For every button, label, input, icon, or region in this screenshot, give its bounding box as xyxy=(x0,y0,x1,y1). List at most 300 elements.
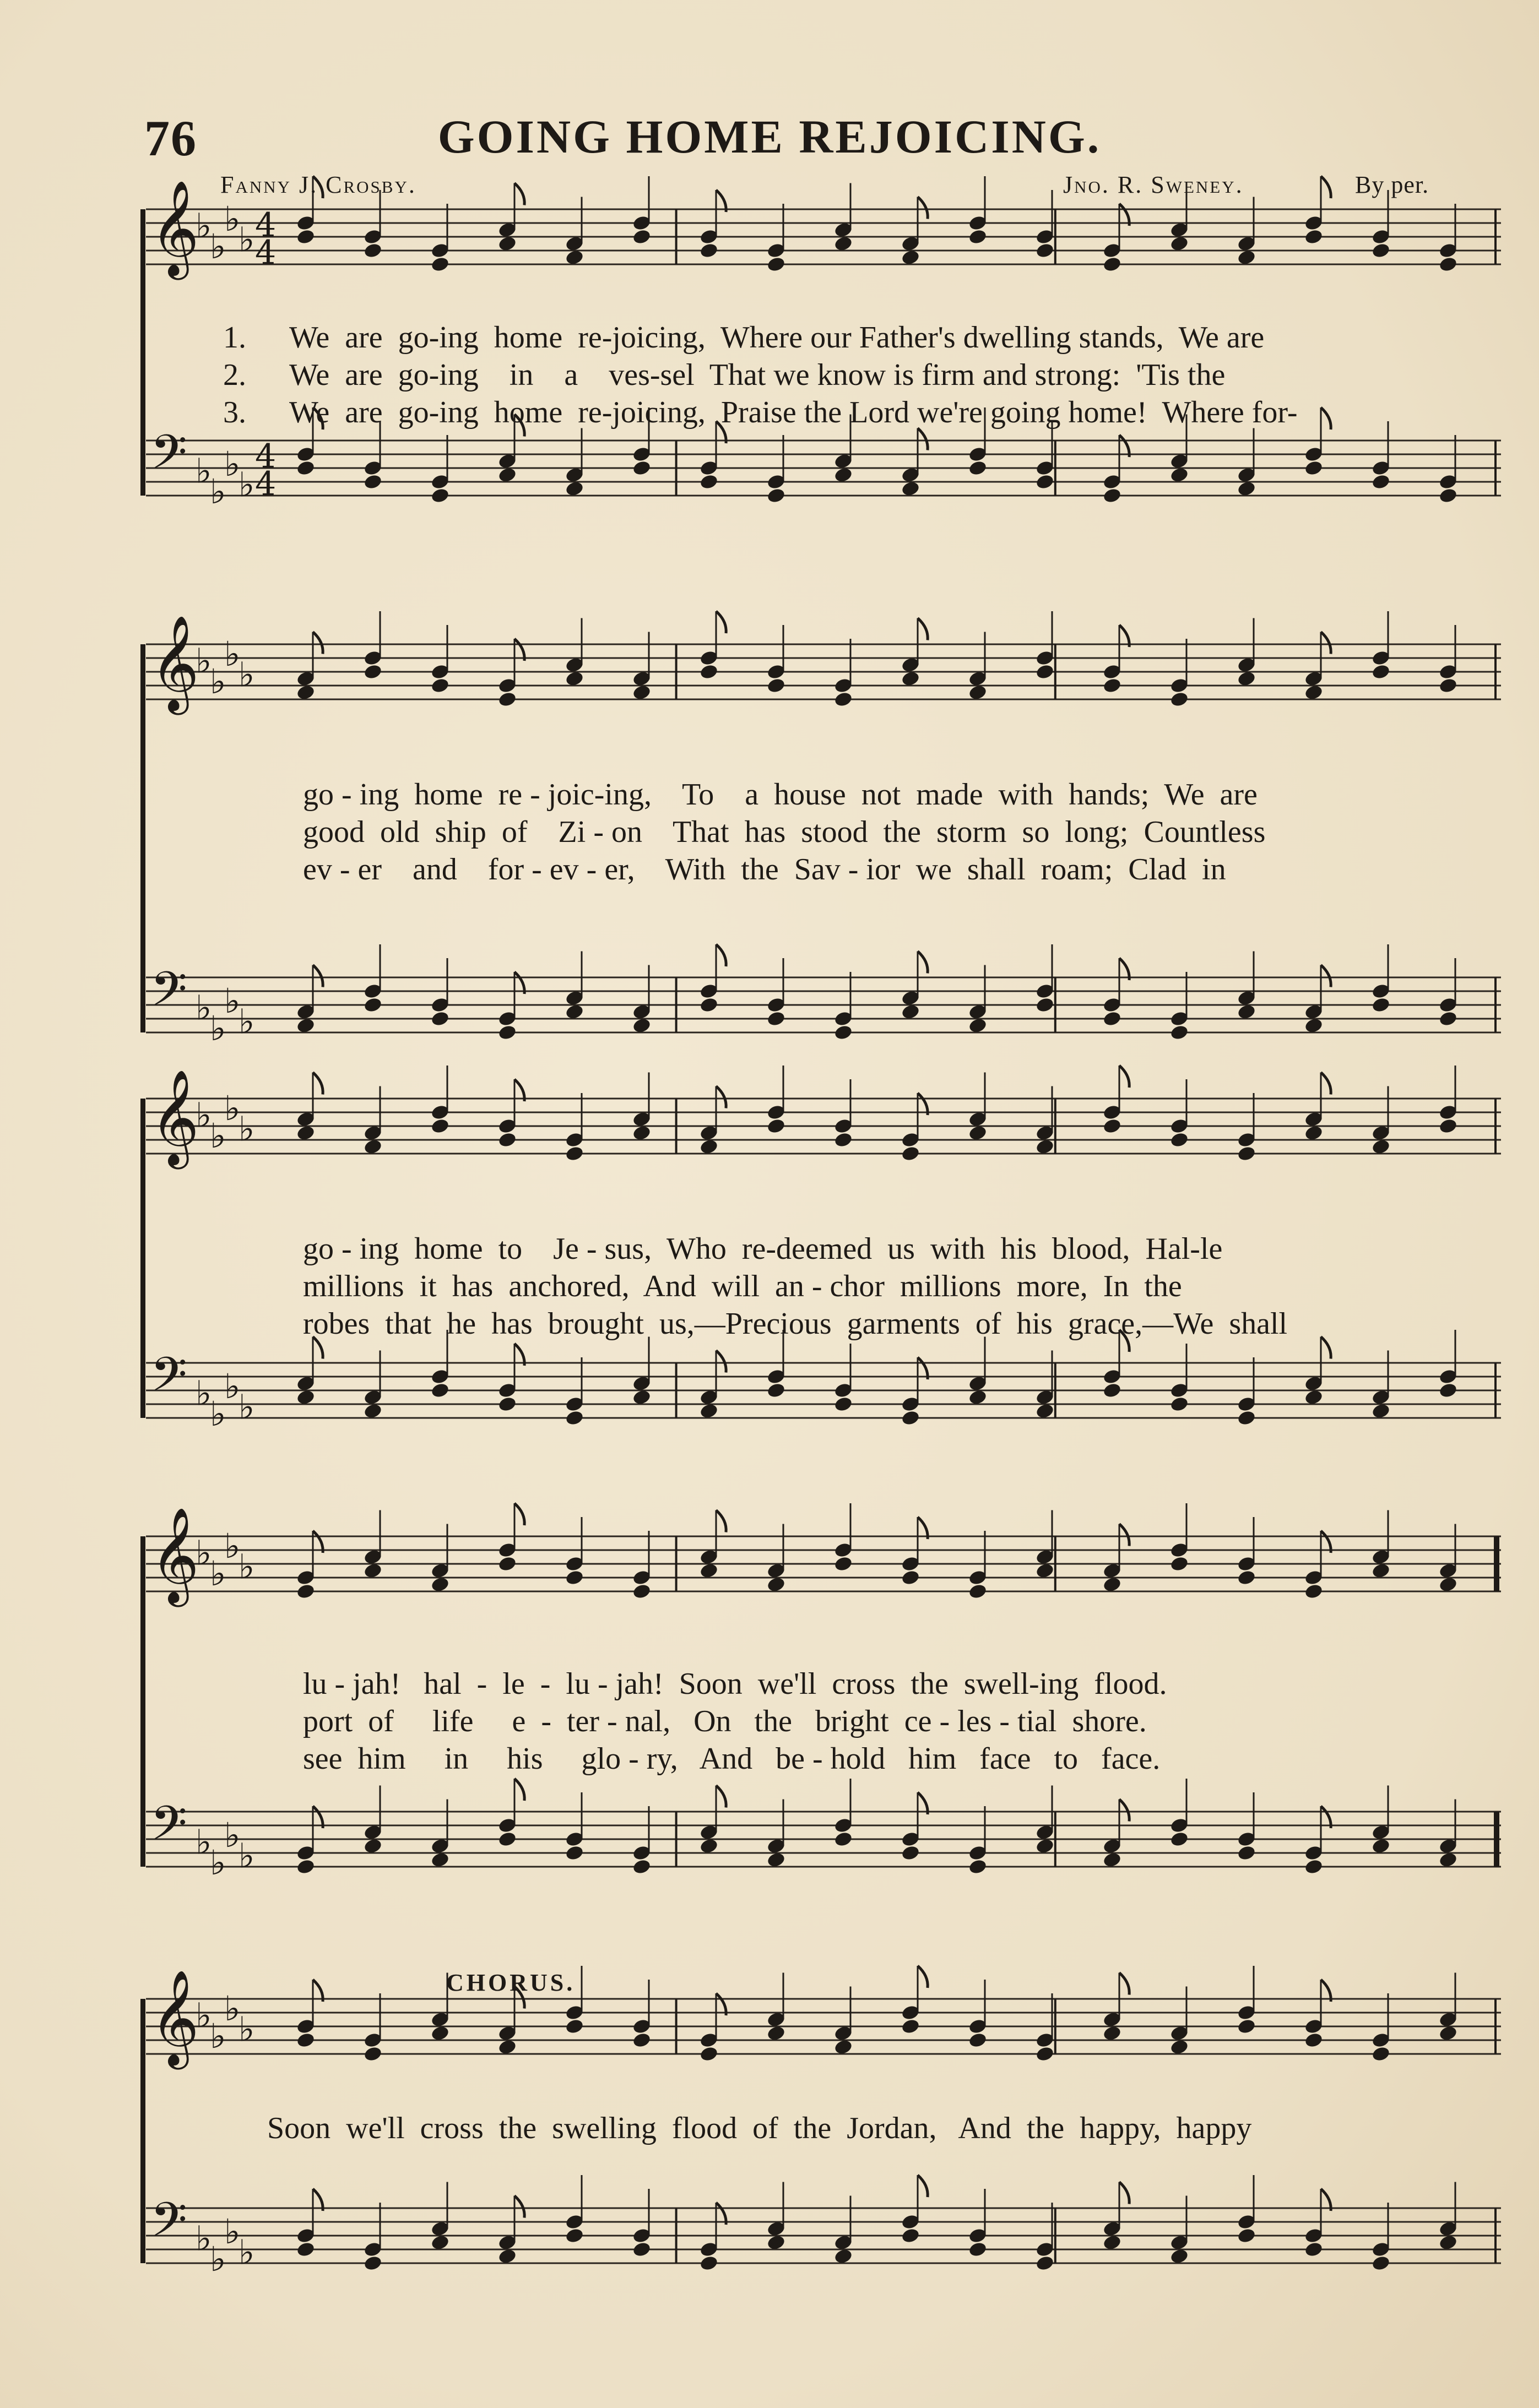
notehead xyxy=(363,1403,383,1420)
notehead xyxy=(632,1858,652,1876)
flat-sign-icon: ♭ xyxy=(239,1546,255,1587)
flat-sign-icon: ♭ xyxy=(196,1532,212,1573)
notehead xyxy=(766,677,786,694)
notehead xyxy=(766,1010,786,1028)
lyric-line-verse-3 xyxy=(223,394,1298,431)
lyric-line-verse-3 xyxy=(303,1741,1160,1777)
flat-sign-icon: ♭ xyxy=(196,1095,212,1135)
notehead xyxy=(1371,1138,1391,1155)
notehead xyxy=(565,2227,584,2244)
notehead xyxy=(1102,487,1122,504)
lyric-text: port of life e - ter - nal, On the bright ce - les - tial shore. xyxy=(303,1704,1147,1738)
notehead xyxy=(363,2255,383,2272)
note-flag xyxy=(716,1086,726,1108)
lyric-text: good old ship of Zi - on That has stood the storm so long; Countless xyxy=(303,815,1266,849)
notehead xyxy=(1035,474,1055,491)
notehead xyxy=(1035,1403,1055,1420)
notehead xyxy=(766,2025,786,2042)
note-flag xyxy=(514,1503,524,1525)
notehead xyxy=(1237,480,1256,497)
notehead xyxy=(430,1576,450,1593)
notehead xyxy=(296,460,316,477)
notehead xyxy=(1438,1382,1458,1399)
notehead xyxy=(968,1124,988,1142)
notehead xyxy=(968,684,988,701)
composer-credit: Jno. R. Sweney. xyxy=(1063,171,1244,198)
lyric-text: lu - jah! hal - le - lu - jah! Soon we'll cross the swell-ing flood. xyxy=(303,1667,1167,1701)
notehead xyxy=(296,684,316,701)
flat-sign-icon: ♭ xyxy=(239,1387,255,1427)
notehead xyxy=(1035,2046,1055,2063)
notehead xyxy=(833,466,853,483)
permission-note: By per. xyxy=(1355,171,1429,198)
notehead xyxy=(430,1851,450,1868)
notehead xyxy=(901,1003,920,1020)
verse-number: 1. xyxy=(223,320,246,355)
notehead xyxy=(632,1017,652,1034)
treble-clef-icon: 𝄞 xyxy=(150,1507,199,1603)
note-flag xyxy=(1321,632,1331,654)
lyric-line-chorus xyxy=(267,2110,1251,2146)
flat-sign-icon: ♭ xyxy=(239,2232,255,2273)
notehead xyxy=(833,2039,853,2056)
notehead xyxy=(565,249,584,266)
note-flag xyxy=(1321,407,1331,430)
lyric-text: millions it has anchored, And will an - chor millions more, In the xyxy=(303,1269,1182,1303)
notehead xyxy=(497,1132,517,1149)
notehead xyxy=(1438,1576,1458,1593)
flat-sign-icon: ♭ xyxy=(224,1088,241,1128)
notehead xyxy=(699,474,719,491)
notehead xyxy=(1102,1382,1122,1399)
notehead xyxy=(1237,670,1256,687)
note-flag xyxy=(1119,1973,1129,1995)
note-flag xyxy=(716,944,726,966)
note-flag xyxy=(918,197,928,219)
lyric-line-verse-1 xyxy=(303,1231,1222,1267)
notehead xyxy=(363,664,383,681)
flat-sign-icon: ♭ xyxy=(224,444,241,484)
flat-sign-icon: ♭ xyxy=(239,219,255,260)
flat-sign-icon: ♭ xyxy=(196,450,212,491)
flat-sign-icon: ♭ xyxy=(210,226,226,267)
time-sig-top: 4 xyxy=(255,437,277,476)
notehead xyxy=(1371,997,1391,1014)
flat-sign-icon: ♭ xyxy=(239,2009,255,2050)
notehead xyxy=(565,670,584,687)
notehead xyxy=(565,1003,584,1020)
bass-clef-icon: 𝄢 xyxy=(150,424,187,492)
notehead xyxy=(833,691,853,708)
bass-clef-icon: 𝄢 xyxy=(150,1346,187,1414)
flat-sign-icon: ♭ xyxy=(196,1373,212,1414)
flat-sign-icon: ♭ xyxy=(224,1815,241,1855)
system-brace xyxy=(140,1099,145,1418)
lyric-text: Soon we'll cross the swelling flood of the Jordan, And the happy, happy xyxy=(267,2111,1252,2145)
flat-sign-icon: ♭ xyxy=(224,2211,241,2252)
note-flag xyxy=(918,952,928,974)
notehead xyxy=(565,1569,584,1586)
notehead xyxy=(1102,1118,1122,1135)
notehead xyxy=(1169,1024,1189,1041)
notehead xyxy=(699,242,719,259)
flat-sign-icon: ♭ xyxy=(196,987,212,1028)
treble-clef-icon: 𝄞 xyxy=(150,615,199,711)
notehead xyxy=(699,664,719,681)
notehead xyxy=(1304,2241,1324,2258)
note-flag xyxy=(1321,965,1331,987)
notehead xyxy=(766,1118,786,1135)
lyric-text: go - ing home re - joic-ing, To a house not made with hands; We are xyxy=(303,778,1258,812)
note-flag xyxy=(716,611,726,633)
flat-sign-icon: ♭ xyxy=(210,2016,226,2056)
lyric-line-verse-1 xyxy=(303,776,1258,813)
flat-sign-icon: ♭ xyxy=(224,199,241,239)
notehead xyxy=(1371,664,1391,681)
chorus-label: CHORUS. xyxy=(446,1969,576,1996)
flat-sign-icon: ♭ xyxy=(239,1835,255,1876)
notehead xyxy=(833,1132,853,1149)
note-flag xyxy=(1119,2182,1129,2204)
flat-sign-icon: ♭ xyxy=(239,1001,255,1042)
flat-sign-icon: ♭ xyxy=(224,1988,241,2029)
notehead xyxy=(1237,1569,1256,1586)
notehead xyxy=(1035,1562,1055,1579)
note-flag xyxy=(313,965,323,987)
notehead xyxy=(632,460,652,477)
notehead xyxy=(1371,474,1391,491)
notehead xyxy=(1035,664,1055,681)
notehead xyxy=(901,2227,920,2244)
notehead xyxy=(363,242,383,259)
notehead xyxy=(1371,1403,1391,1420)
notehead xyxy=(1237,1845,1256,1862)
lyric-line-verse-3 xyxy=(303,1306,1287,1342)
note-flag xyxy=(918,428,928,450)
flat-sign-icon: ♭ xyxy=(224,634,241,674)
notehead xyxy=(1035,242,1055,259)
notehead xyxy=(1438,1851,1458,1868)
notehead xyxy=(497,2248,517,2265)
note-flag xyxy=(514,1779,524,1801)
flat-sign-icon: ♭ xyxy=(239,654,255,695)
notehead xyxy=(833,2248,853,2265)
flat-sign-icon: ♭ xyxy=(210,1394,226,1434)
notehead xyxy=(901,670,920,687)
notehead xyxy=(1237,249,1256,266)
notehead xyxy=(430,256,450,273)
notehead xyxy=(1304,1017,1324,1034)
notehead xyxy=(497,1396,517,1413)
notehead xyxy=(1169,1132,1189,1149)
flat-sign-icon: ♭ xyxy=(239,464,255,505)
treble-clef-icon: 𝄞 xyxy=(150,1069,199,1165)
treble-clef-icon: 𝄞 xyxy=(150,1970,199,2065)
notehead xyxy=(1169,2039,1189,2056)
notehead xyxy=(430,1010,450,1028)
notehead xyxy=(699,2255,719,2272)
notehead xyxy=(699,1403,719,1420)
notehead xyxy=(296,1858,316,1876)
notehead xyxy=(1304,1858,1324,1876)
system-brace xyxy=(140,1536,145,1867)
notehead xyxy=(296,1124,316,1142)
notehead xyxy=(1304,229,1324,246)
notehead xyxy=(901,249,920,266)
notehead xyxy=(1102,1010,1122,1028)
flat-sign-icon: ♭ xyxy=(196,1822,212,1862)
note-flag xyxy=(918,618,928,640)
notehead xyxy=(766,487,786,504)
system-brace xyxy=(140,644,145,1032)
notehead xyxy=(430,487,450,504)
notehead xyxy=(1102,2234,1122,2251)
lyric-line-verse-3 xyxy=(303,851,1226,888)
notehead xyxy=(296,1017,316,1034)
notehead xyxy=(296,1583,316,1600)
note-flag xyxy=(918,2175,928,2197)
flat-sign-icon: ♭ xyxy=(210,471,226,512)
bass-clef-icon: 𝄢 xyxy=(150,1795,187,1863)
notehead xyxy=(363,997,383,1014)
notehead xyxy=(699,1838,719,1855)
notehead xyxy=(1035,2255,1055,2272)
notehead xyxy=(1304,460,1324,477)
bass-clef-icon: 𝄢 xyxy=(150,961,187,1029)
flat-sign-icon: ♭ xyxy=(224,1526,241,1566)
notehead xyxy=(901,1145,920,1162)
note-flag xyxy=(313,632,323,654)
notehead xyxy=(430,2025,450,2042)
notehead xyxy=(565,2018,584,2035)
flat-sign-icon: ♭ xyxy=(224,1366,241,1406)
lyric-line-verse-2 xyxy=(303,1703,1147,1740)
notehead xyxy=(430,1118,450,1135)
notehead xyxy=(766,256,786,273)
lyric-line-verse-1 xyxy=(303,1666,1167,1702)
system-brace xyxy=(140,1999,145,2263)
verse-number: 2. xyxy=(223,358,246,392)
note-flag xyxy=(313,1073,323,1095)
time-sig-top: 4 xyxy=(255,205,277,244)
notehead xyxy=(699,997,719,1014)
notehead xyxy=(430,1382,450,1399)
note-flag xyxy=(716,1351,726,1373)
notehead xyxy=(497,2039,517,2056)
notehead xyxy=(1102,256,1122,273)
notehead xyxy=(565,1845,584,1862)
notehead xyxy=(1438,2234,1458,2251)
notehead xyxy=(1169,2248,1189,2265)
notehead xyxy=(1102,2025,1122,2042)
notehead xyxy=(1304,1389,1324,1406)
treble-clef-icon: 𝄞 xyxy=(150,180,199,276)
notehead xyxy=(968,1389,988,1406)
notehead xyxy=(1304,2032,1324,2049)
notehead xyxy=(699,1562,719,1579)
song-title: GOING HOME REJOICING. xyxy=(437,110,1102,163)
time-sig-bottom: 4 xyxy=(255,233,277,272)
notehead xyxy=(1304,684,1324,701)
notehead xyxy=(497,1556,517,1573)
lyricist-credit: Fanny J. Crosby. xyxy=(220,171,416,198)
notehead xyxy=(632,1124,652,1142)
note-flag xyxy=(514,183,524,205)
notehead xyxy=(766,1576,786,1593)
flat-sign-icon: ♭ xyxy=(210,1008,226,1048)
notehead xyxy=(497,691,517,708)
note-flag xyxy=(716,1786,726,1808)
notehead xyxy=(1304,1583,1324,1600)
note-flag xyxy=(1321,1337,1331,1359)
lyric-line-verse-1 xyxy=(223,319,1264,356)
notehead xyxy=(968,2241,988,2258)
notehead xyxy=(430,677,450,694)
lyric-text: We are go-ing home re-joicing, Where our Father's dwelling stands, We are xyxy=(289,320,1265,355)
notehead xyxy=(296,229,316,246)
note-flag xyxy=(918,1966,928,1988)
notehead xyxy=(968,460,988,477)
notehead xyxy=(1371,1562,1391,1579)
notehead xyxy=(1371,2046,1391,2063)
flat-sign-icon: ♭ xyxy=(196,640,212,681)
notehead xyxy=(1438,2025,1458,2042)
notehead xyxy=(1438,487,1458,504)
flat-sign-icon: ♭ xyxy=(210,661,226,702)
notehead xyxy=(363,474,383,491)
notehead xyxy=(1169,1396,1189,1413)
notehead xyxy=(1169,466,1189,483)
notehead xyxy=(363,1562,383,1579)
notehead xyxy=(833,235,853,252)
note-flag xyxy=(1321,1073,1331,1095)
notehead xyxy=(833,1396,853,1413)
notehead xyxy=(565,480,584,497)
notehead xyxy=(1102,1851,1122,1868)
note-flag xyxy=(1119,1524,1129,1546)
notehead xyxy=(430,2234,450,2251)
notehead xyxy=(497,1024,517,1041)
notehead xyxy=(1438,1010,1458,1028)
notehead xyxy=(1304,1124,1324,1142)
notehead xyxy=(632,2241,652,2258)
notehead xyxy=(901,1845,920,1862)
verse-number: 3. xyxy=(223,395,246,430)
notehead xyxy=(363,2046,383,2063)
notehead xyxy=(1237,1145,1256,1162)
notehead xyxy=(901,480,920,497)
notehead xyxy=(296,2241,316,2258)
notehead xyxy=(699,1138,719,1155)
notehead xyxy=(1371,1838,1391,1855)
lyric-text: ev - er and for - ev - er, With the Sav - ior we shall roam; Clad in xyxy=(303,852,1226,887)
notehead xyxy=(632,229,652,246)
notehead xyxy=(1102,1576,1122,1593)
system-brace xyxy=(140,209,145,496)
flat-sign-icon: ♭ xyxy=(196,205,212,246)
note-flag xyxy=(514,2196,524,2218)
notehead xyxy=(1237,2227,1256,2244)
notehead xyxy=(1169,1831,1189,1848)
lyric-line-verse-2 xyxy=(223,357,1225,393)
notehead xyxy=(1438,677,1458,694)
note-flag xyxy=(716,1510,726,1532)
notehead xyxy=(1035,1838,1055,1855)
notehead xyxy=(632,1583,652,1600)
notehead xyxy=(1102,677,1122,694)
notehead xyxy=(766,2234,786,2251)
note-flag xyxy=(1119,1066,1129,1088)
notehead xyxy=(1169,1556,1189,1573)
notehead xyxy=(968,229,988,246)
flat-sign-icon: ♭ xyxy=(210,1553,226,1594)
notehead xyxy=(1237,1410,1256,1427)
notehead xyxy=(833,1556,853,1573)
notehead xyxy=(1371,242,1391,259)
flat-sign-icon: ♭ xyxy=(224,981,241,1021)
flat-sign-icon: ♭ xyxy=(210,2239,226,2279)
notehead xyxy=(296,1389,316,1406)
notehead xyxy=(632,1389,652,1406)
notehead xyxy=(1438,1118,1458,1135)
notehead xyxy=(497,466,517,483)
notehead xyxy=(833,1024,853,1041)
notehead xyxy=(1237,2018,1256,2035)
notehead xyxy=(1237,1003,1256,1020)
time-sig-bottom: 4 xyxy=(255,464,277,503)
notehead xyxy=(1035,997,1055,1014)
bass-clef-icon: 𝄢 xyxy=(150,2192,187,2259)
notehead xyxy=(296,2032,316,2049)
page-number: 76 xyxy=(144,110,197,166)
notehead xyxy=(632,684,652,701)
flat-sign-icon: ♭ xyxy=(210,1116,226,1156)
flat-sign-icon: ♭ xyxy=(196,2218,212,2259)
notehead xyxy=(363,1138,383,1155)
notehead xyxy=(968,1017,988,1034)
notehead xyxy=(1169,235,1189,252)
notehead xyxy=(833,1831,853,1848)
note-flag xyxy=(1119,1800,1129,1822)
notehead xyxy=(699,2046,719,2063)
notehead xyxy=(363,1838,383,1855)
lyric-text: go - ing home to Je - sus, Who re-deemed us with his blood, Hal-le xyxy=(303,1232,1223,1266)
flat-sign-icon: ♭ xyxy=(210,1842,226,1883)
notehead xyxy=(1169,691,1189,708)
notehead xyxy=(968,1858,988,1876)
notehead xyxy=(968,1583,988,1600)
notehead xyxy=(901,1410,920,1427)
notehead xyxy=(565,1410,584,1427)
notehead xyxy=(632,2032,652,2049)
flat-sign-icon: ♭ xyxy=(239,1108,255,1149)
notehead xyxy=(497,235,517,252)
notehead xyxy=(565,1145,584,1162)
notehead xyxy=(1438,256,1458,273)
notehead xyxy=(968,2032,988,2049)
lyric-text: We are go-ing home re-joicing, Praise the Lord we're going home! Where for- xyxy=(289,395,1298,430)
notehead xyxy=(1371,2255,1391,2272)
flat-sign-icon: ♭ xyxy=(196,1995,212,2036)
notehead xyxy=(497,1831,517,1848)
notehead xyxy=(1035,1138,1055,1155)
notehead xyxy=(766,1851,786,1868)
lyric-text: see him in his glo - ry, And be - hold him face to face. xyxy=(303,1742,1161,1776)
lyric-line-verse-2 xyxy=(303,1268,1182,1304)
notehead xyxy=(901,2018,920,2035)
lyric-text: robes that he has brought us,—Precious garments of his grace,—We shall xyxy=(303,1307,1288,1341)
notehead xyxy=(901,1569,920,1586)
